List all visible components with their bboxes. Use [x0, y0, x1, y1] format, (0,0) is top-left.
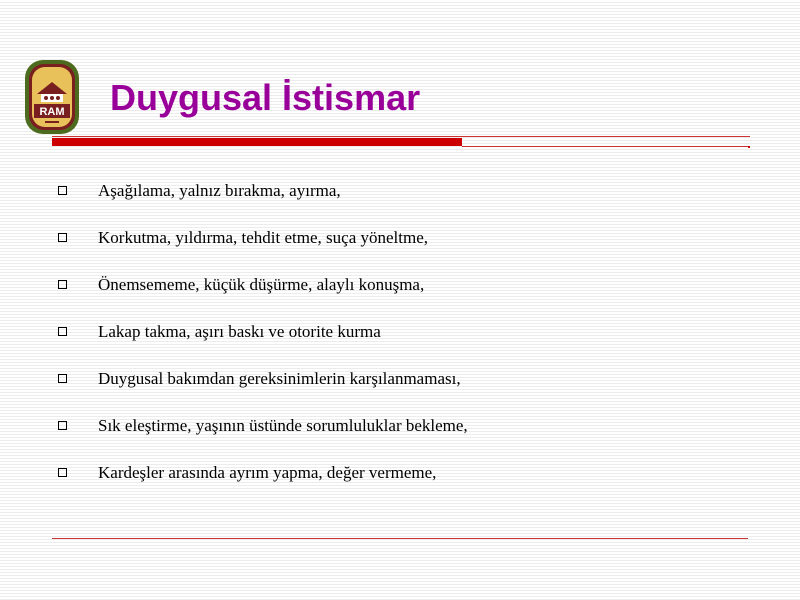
square-bullet-icon [58, 327, 67, 336]
logo-text: RAM [39, 106, 65, 118]
square-bullet-icon [58, 233, 67, 242]
slide-title: Duygusal İstismar [110, 77, 421, 118]
footer-divider [52, 538, 748, 539]
title-divider-right [462, 146, 750, 147]
bullet-text: Kardeşler arasında ayrım yapma, değer vermeme, [98, 463, 437, 482]
bullet-text: Korkutma, yıldırma, tehdit etme, suça yöneltme, [98, 228, 428, 247]
title-divider-thick [52, 138, 462, 146]
bullet-text: Lakap takma, aşırı baskı ve otorite kurma [98, 322, 381, 341]
square-bullet-icon [58, 186, 67, 195]
square-bullet-icon [58, 280, 67, 289]
title-divider-tick [748, 146, 750, 148]
ram-logo [25, 60, 79, 134]
bullet-text: Aşağılama, yalnız bırakma, ayırma, [98, 181, 341, 200]
bullet-text: Önemsememe, küçük düşürme, alaylı konuşma, [98, 275, 425, 294]
bullet-text: Duygusal bakımdan gereksinimlerin karşılanmaması, [98, 369, 461, 388]
square-bullet-icon [58, 421, 67, 430]
title-divider-thin [52, 136, 750, 137]
square-bullet-icon [58, 468, 67, 477]
bullet-text: Sık eleştirme, yaşının üstünde sorumluluklar bekleme, [98, 416, 468, 435]
square-bullet-icon [58, 374, 67, 383]
